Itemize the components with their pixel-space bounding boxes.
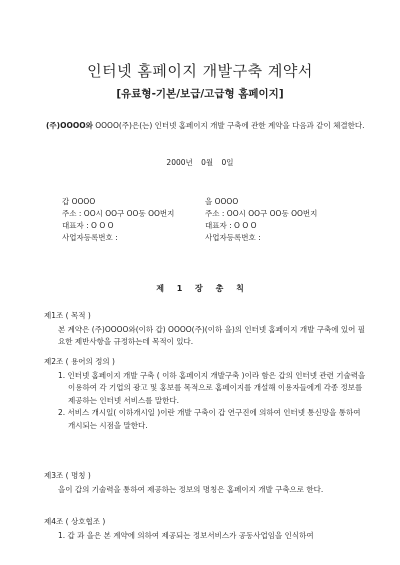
article-1 xyxy=(44,310,370,349)
document-subtitle: [유료형-기본/보급/고급형 홈페이지] xyxy=(116,88,284,100)
article-heading: 제2조 ( 용어의 정의 ) xyxy=(44,357,115,366)
chapter-heading: 제 1 장 총 칙 xyxy=(156,284,244,293)
intro-paragraph xyxy=(40,118,366,133)
party-a-address: 주소 : OO시 OO구 OO동 OO번지 xyxy=(62,209,175,218)
article-items xyxy=(44,530,370,543)
party-b xyxy=(205,196,355,244)
article-heading: 제3조 ( 명칭 ) xyxy=(44,471,91,480)
contract-date: 2000년 0월 0일 xyxy=(166,158,234,167)
article-4 xyxy=(44,516,370,542)
article-2 xyxy=(44,356,370,432)
article-3 xyxy=(44,470,370,496)
party-a-business-no: 사업자등록번호 : xyxy=(62,233,118,242)
article-heading: 제1조 ( 목적 ) xyxy=(44,311,91,320)
article-item: 1. 인터넷 홈페이지 개발 구축 ( 이하 홈페이지 개발구축 )이라 함은 갑의 인터넷 관련 기술력을 이용하여 각 기업의 광고 및 홍보를 목적으로 홈페이지를 개설해 이용자들에게 각종 정보를 제공하는 인터넷 서비스를 말한다. xyxy=(58,370,366,405)
party-a-name: 갑 OOOO xyxy=(62,197,96,206)
article-body: 을이 갑의 기술력을 통하여 제공하는 정보의 명칭은 홈페이지 개발 구축으로 한다. xyxy=(58,484,324,494)
article-item: 2. 서비스 개시일( 이하개시일 )이란 개발 구축이 갑 연구진에 의하여 인터넷 통신망을 통하여 개시되는 시점을 말한다. xyxy=(58,408,361,430)
party-a-representative: 대표자 : O O O xyxy=(62,221,114,230)
article-body: 본 계약은 (주)OOOO와(이하 갑) OOOO(주)(이하 을)의 인터넷 홈페이지 개발 구축에 있어 필요한 제반사항을 규정하는데 목적이 있다. xyxy=(58,324,365,346)
party-b-business-no: 사업자등록번호 : xyxy=(205,233,261,242)
party-a xyxy=(62,196,212,244)
party-b-address: 주소 : OO시 OO구 OO동 OO번지 xyxy=(205,209,318,218)
article-heading: 제4조 ( 상호협조 ) xyxy=(44,517,106,526)
party-b-name: 을 OOOO xyxy=(205,197,239,206)
intro-text: OOOO(주)은(는) 인터넷 홈페이지 개발 구축에 관한 계약을 다음과 같이 체결한다. xyxy=(92,121,365,130)
party-b-representative: 대표자 : O O O xyxy=(205,221,257,230)
article-item: 1. 갑 과 을은 본 계약에 의하여 제공되는 정보서비스가 공동사업임을 인식하여 xyxy=(58,530,314,540)
intro-party: (주)OOOO와 xyxy=(46,121,93,130)
document-title: 인터넷 홈페이지 개발구축 계약서 xyxy=(87,62,313,80)
article-items xyxy=(44,370,370,433)
